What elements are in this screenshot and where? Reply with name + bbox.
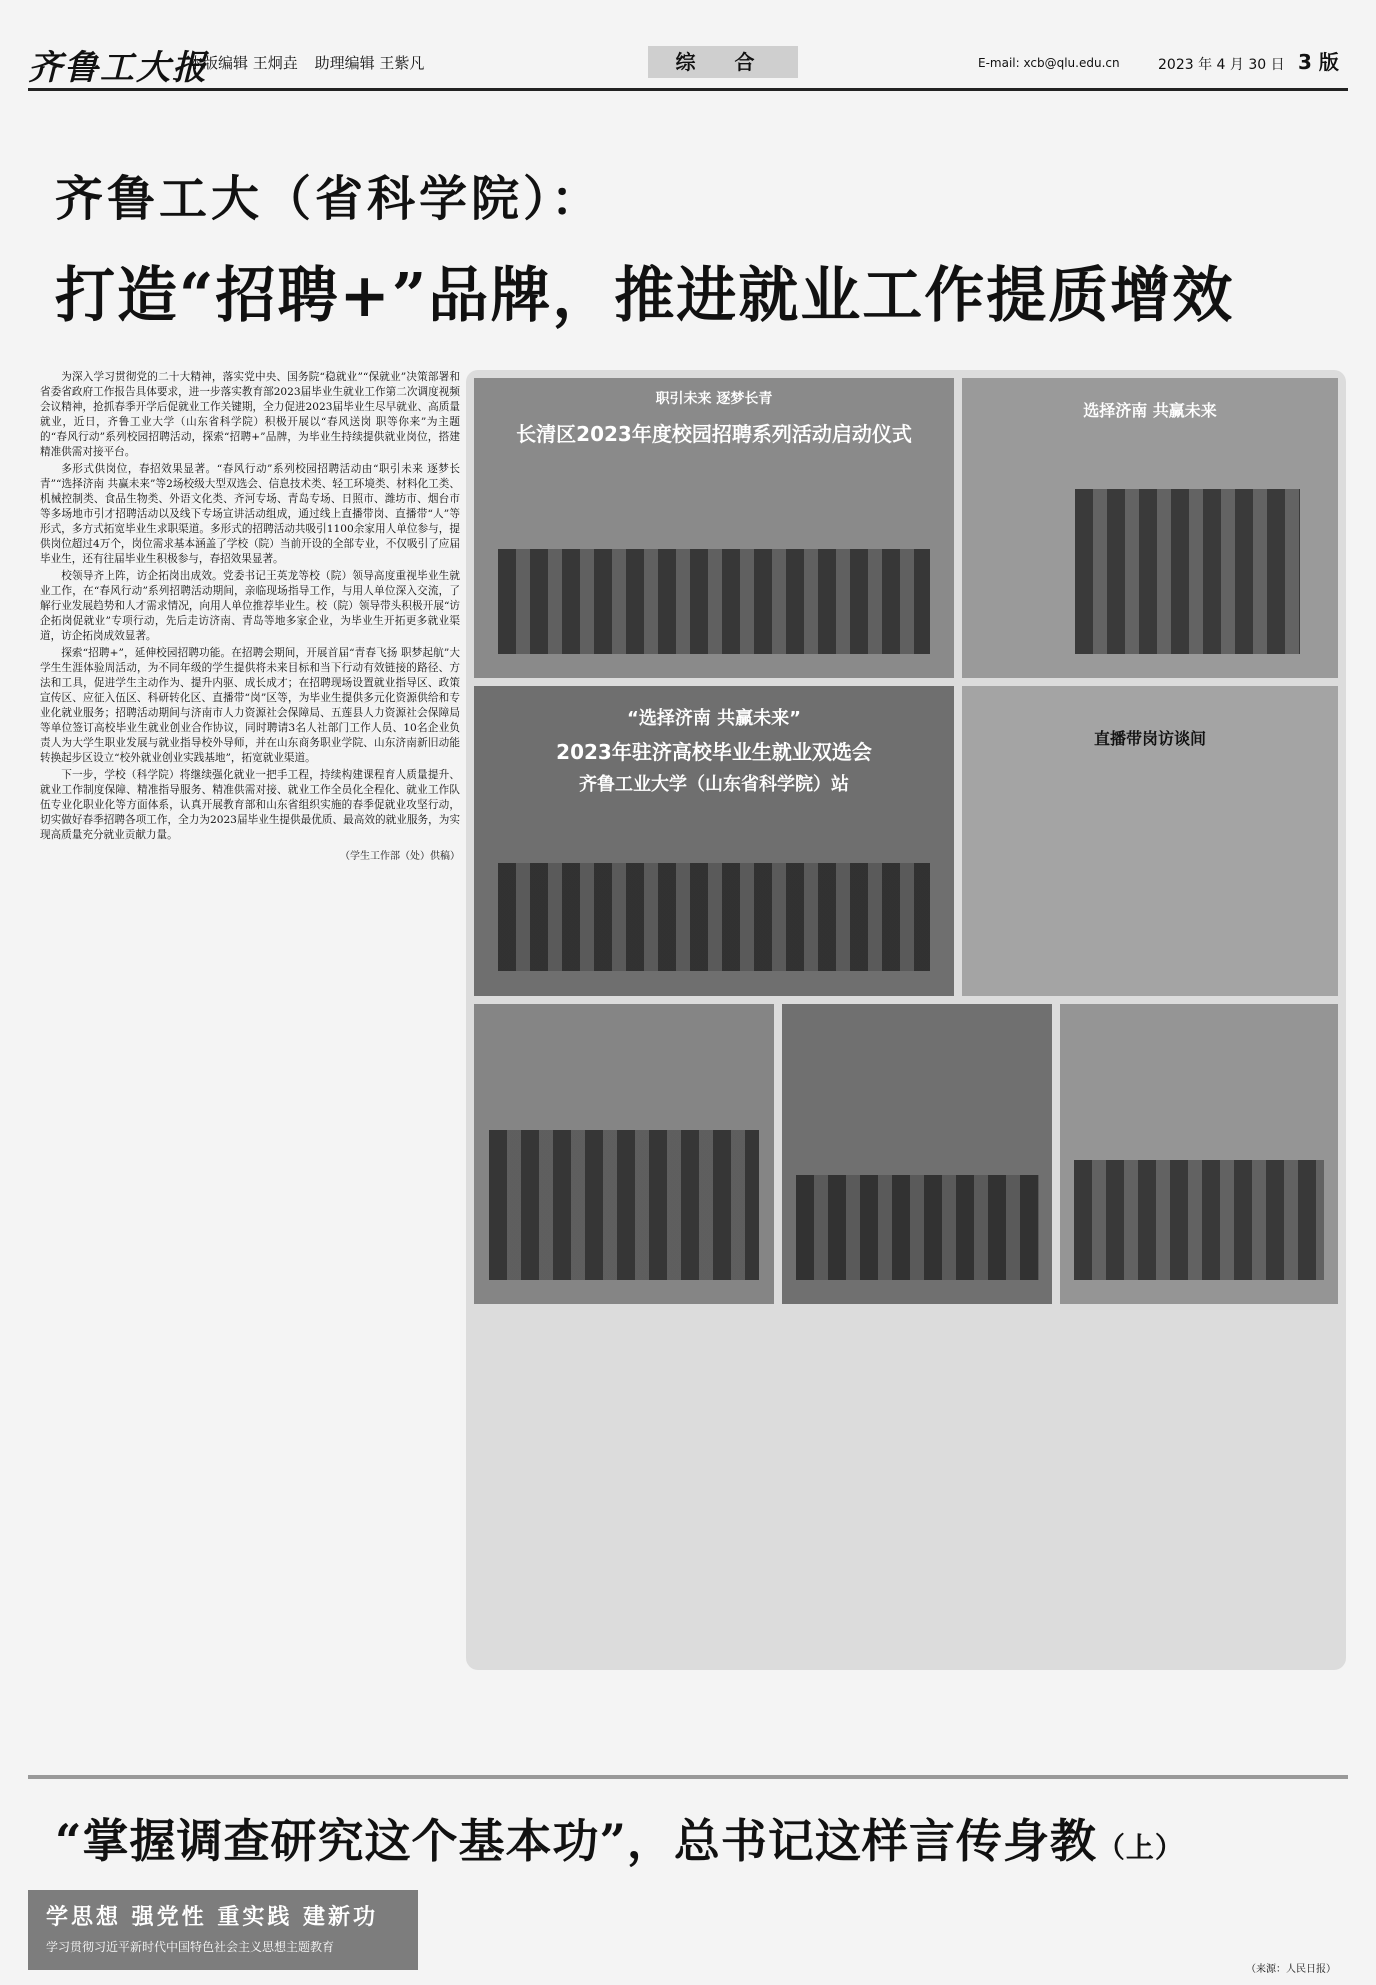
editors-line (188, 52, 436, 73)
group-photo (498, 863, 930, 972)
article1-paragraph: 校领导齐上阵，访企拓岗出成效。党委书记王英龙等校（院）领导高度重视毕业生就业工作，在“春风行动”系列招聘活动期间，亲临现场指导工作，与用人单位深入交流，了解行业发展趋势和人才需求情况，向用人单位推荐毕业生。校（院）领导带头积极开展“访企拓岗促就业”专项行动，先后走访济南、青岛等地多家企业，为毕业生开拓更多就业渠道，访企拓岗成效显著。 (40, 570, 460, 642)
group-photo (1075, 489, 1301, 654)
photo-banner: 职引未来 逐梦长青 (655, 391, 773, 407)
masthead-logo: 齐鲁工大报 (28, 48, 208, 88)
photo-recruitment-desk (782, 1004, 1052, 1304)
photo-live-stream (962, 686, 1338, 996)
issue-date: 2023 年 4 月 30 日 (1158, 57, 1285, 73)
article1-headline: 打造“招聘+”品牌，推进就业工作提质增效 (55, 261, 1235, 331)
article1-paragraph: 下一步，学校（科学院）将继续强化就业一把手工程，持续构建课程育人质量提升、就业工作制度保障、精准指导服务、精准供需对接、就业工作全员化全程化、就业工作队伍专业化职业化等方面体系，认真开展教育部和山东省组织实施的春季促就业攻坚行动，切实做好春季招聘各项工作，全力为2023届毕业生提供最优质、最高效的就业服务，为实现高质量充分就业贡献力量。 (40, 769, 460, 841)
masthead-rule (28, 88, 1348, 91)
theme-education-box (28, 1890, 418, 1970)
article2-headline (55, 1805, 1184, 1871)
article1-kicker: 齐鲁工大（省科学院）： (55, 171, 604, 227)
article1-body (40, 370, 460, 1770)
masthead (28, 40, 1348, 88)
article1-paragraph: 为深入学习贯彻党的二十大精神，落实党中央、国务院“稳就业”“保就业”决策部署和省委省政府工作报告具体要求，进一步落实教育部2023届毕业生就业工作第二次调度视频会议精神，抢抓春季开学后促就业工作关键期，全力促进2023届毕业生尽早就业、高质量就业，近日，齐鲁工业大学（山东省科学院）积极开展以“春风送岗 职等你来”为主题的“春风行动”系列校园招聘活动，探索“招聘+”品牌，为毕业生持续提供就业岗位，搭建精准供需对接平台。 (40, 371, 460, 458)
photo-launch-ceremony (474, 378, 954, 678)
section-divider (28, 1775, 1348, 1779)
photo-banner: 2023年驻济高校毕业生就业双选会 (556, 740, 872, 764)
photo-banner: 长清区2023年度校园招聘系列活动启动仪式 (516, 422, 912, 446)
photo-signing (962, 378, 1338, 678)
email: E-mail: xcb@qlu.edu.cn (978, 56, 1120, 70)
article1-credit: （学生工作部（处）供稿） (340, 851, 460, 862)
section-tab: 综 合 (648, 46, 798, 78)
photo-outdoor-fair (1060, 1004, 1338, 1304)
group-photo (796, 1175, 1039, 1280)
photo-banner: “选择济南 共赢未来” (627, 708, 801, 729)
page-number: 3 版 (1298, 50, 1339, 74)
article2-headline-text: “掌握调查研究这个基本功”，总书记这样言传身教 (55, 1814, 1097, 1868)
article1-paragraph: 探索“招聘+”，延伸校园招聘功能。在招聘会期间，开展首届“青春飞扬 职梦起航”大学生生涯体验周活动，为不同年级的学生提供将未来目标和当下行动有效链接的路径、方法和工具，促进学生主动作为、提升内驱、成长成才；在招聘现场设置就业指导区、政策宣传区、应征入伍区、科研转化区、直播带“岗”区等，为毕业生提供多元化资源供给和专业化就业服务；招聘活动期间与济南市人力资源社会保障局、五莲县人力资源社会保障局等单位签订高校毕业生就业创业合作协议，同时聘请3名人社部门工作人员、10名企业负责人为大学生职业发展与就业指导校外导师，并在山东商务职业学院、山东济南新旧动能转换起步区设立“校外就业创业实践基地”，拓宽就业渠道。 (40, 647, 460, 764)
article2-source: （来源：人民日报） (1246, 1964, 1336, 1975)
crowd (1074, 1160, 1324, 1280)
photo-banner: 选择济南 共赢未来 (1083, 401, 1217, 420)
photo-banner: 直播带岗访谈间 (1093, 729, 1206, 748)
theme-subtitle: 学习贯彻习近平新时代中国特色社会主义思想主题教育 (46, 1940, 335, 1954)
photo-job-fair (474, 686, 954, 996)
photo-campus-crowd (474, 1004, 774, 1304)
assistant-editor-name: 助理编辑 王紫凡 (314, 54, 425, 72)
theme-title: 学思想 强党性 重实践 建新功 (46, 1905, 378, 1930)
editor-name: 本版编辑 王炯垚 (188, 54, 298, 72)
group-photo (498, 549, 930, 654)
article2-headline-suffix: （上） (1096, 1831, 1184, 1864)
photo-banner: 齐鲁工业大学（山东省科学院）站 (579, 774, 849, 795)
crowd (489, 1130, 759, 1280)
photo-collage (466, 370, 1346, 1670)
article1-paragraph: 多形式供岗位，春招效果显著。“春风行动”系列校园招聘活动由“职引未来 逐梦长青”“选择济南 共赢未来”等2场校级大型双选会、信息技术类、轻工环境类、材料化工类、机械控制类、食品生物类、外语文化类、齐河专场、青岛专场、日照市、潍坊市、烟台市等多场地市引才招聘活动以及线下专场宣讲活动组成，通过线上直播带岗、直播带“人”等形式，多方式拓宽毕业生求职渠道。多形式的招聘活动共吸引1100余家用人单位参与，提供岗位超过4万个，岗位需求基本涵盖了学校（院）当前开设的全部专业，不仅吸引了应届毕业生，还有往届毕业生积极参与，春招效果显著。 (40, 463, 460, 565)
